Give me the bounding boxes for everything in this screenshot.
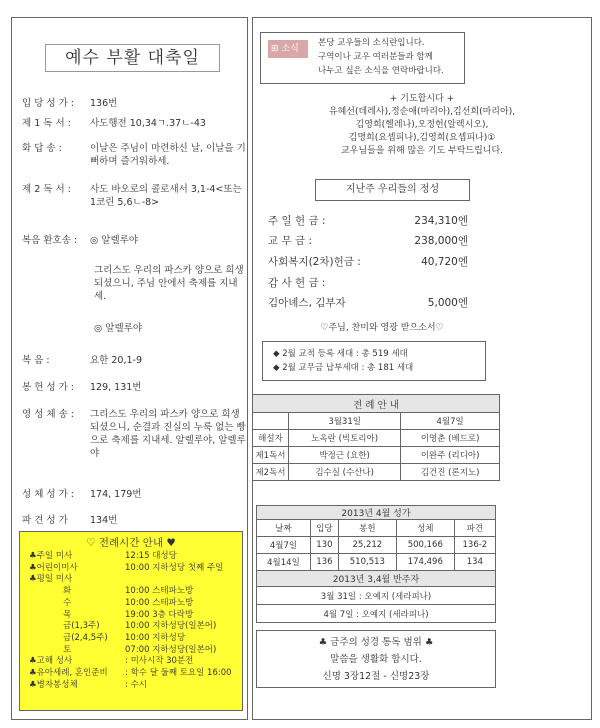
recessional-hymn: 파 견 성 가 134번 (22, 515, 118, 526)
mass-time-row: ♣유아세례, 혼인준비 : 학수 달 둘째 토요일 16:00 (29, 668, 232, 678)
table-row: 4월7일 130 25,212 500,166 136-2 (257, 537, 496, 554)
acclamation-response: ◎ 알렐루야 (94, 323, 143, 334)
liturgy-table: 전 례 안 내 3월31일 4월7일 해설자 노옥란 (빅토리아) 이영춘 (베드로) 제1독서 박정근 (요한) 이완주 (리디아) 제2독서 김수실 (수산나) 김건진 (론지노) (252, 394, 500, 481)
mass-time-row: 금(1,3주) 10:00 지하성당(일본어) (63, 621, 217, 632)
mass-time-row: ♣주일 미사 12:15 대성당 (29, 551, 177, 561)
page-title: 예수 부활 대축일 (45, 44, 220, 72)
finance-row: 사회복지(2차)헌금 : 40,720엔 (268, 256, 468, 268)
bible-reading-box: ♣ 금주의 성경 통독 범위 ♣ 말씀을 생활화 합시다. 신명 3장12절 - 신명23장 (256, 630, 496, 688)
table-row: 해설자 노옥란 (빅토리아) 이영춘 (베드로) (253, 430, 500, 447)
offertory-hymn: 봉 헌 성 가 : 129, 131번 (22, 382, 142, 393)
entrance-hymn: 입 당 성 가 : 136번 (22, 98, 118, 109)
news-icon: ⊞ (271, 44, 279, 54)
finance-heading: 지난주 우리들의 정성 (315, 179, 470, 201)
finance-row: 주 일 헌 금 : 234,310엔 (268, 215, 468, 227)
table-row: 4월14일 136 510,513 174,496 134 (257, 554, 496, 571)
mass-time-row: ♣고해 성사 : 미사시작 30분전 (29, 656, 194, 667)
mass-time-row: ♣병자봉성체 : 수시 (29, 679, 147, 690)
finance-row: 김아녜스, 김부자 5,000엔 (268, 297, 468, 309)
mass-times-heading: ♡ 전례시간 안내 ♥ (86, 537, 176, 549)
acclamation-text: 그리스도 우리의 파스카 양으로 희생되셨으니, 주님 안에서 축제를 지내세. (94, 265, 244, 302)
communion-hymn: 성 체 성 가 : 174, 179번 (22, 489, 142, 500)
finance-row: 교 무 금 : 238,000엔 (268, 235, 468, 247)
second-reading: 제 2 독 서 : 사도 바오로의 콜로새서 3,1-4<또는 1코린 5,6ㄴ-8> (22, 184, 242, 208)
finance-row: 감 사 헌 금 : (268, 277, 326, 289)
mass-time-row: ♣평일 미사 (29, 574, 73, 585)
registry-box: ◆ 2월 교적 등록 세대 : 총 519 세대 ◆ 2월 교무금 납부세대 : 총 181 세대 (262, 341, 486, 381)
responsorial-psalm: 화 답 송 : 이날은 주님이 마련하신 날, 이날을 기뻐하며 즐거워하세. (22, 143, 246, 167)
hymns-table: 2013년 4월 성가 날짜 입당 봉헌 성체 파견 4월7일 130 25,212 500,166 136-2 4월14일 136 510,513 174,496 134 2013년 3,4월 반주자 3월 31일 : 오예지 (세라피나) 4월 7일 : 오예지 (세라피나) (256, 505, 496, 623)
hymns-heading: 2013년 4월 성가 (257, 506, 496, 520)
communion-antiphon: 영 성 체 송 : 그리스도 우리의 파스카 양으로 희생되셨으니, 순결과 진실의 누룩 없는 빵으로 축제를 지내세. 알렐루야, 알렐루야 (22, 409, 246, 459)
table-row: 제2독서 김수실 (수산나) 김건진 (론지노) (253, 464, 500, 481)
news-text: 본당 교우들의 소식란입니다. 구역이나 교우 여러분들과 함께 나누고 싶은 소식을 연락바랍니다. (318, 38, 444, 76)
table-row: 제1독서 박정근 (요한) 이완주 (리디아) (253, 447, 500, 464)
mass-time-row: 토 07:00 지하성당(일본어) (63, 644, 217, 655)
gospel-acclamation: 복음 환호송 : ◎ 알렐루야 (22, 235, 139, 246)
gospel: 복 음 : 요한 20,1-9 (22, 355, 142, 366)
mass-time-row: 수 10:00 스테파노방 (63, 597, 194, 608)
finance-blessing: ♡주님, 찬미와 영광 받으소서♡ (320, 323, 444, 333)
news-badge: ⊞ 소식 (268, 40, 308, 58)
first-reading: 제 1 독 서 : 사도행전 10,34ㄱ.37ㄴ-43 (22, 118, 206, 129)
prayer-section: + 기도합시다 + 유혜선(데레사),정순애(마리아),김선희(마리아), 김영희(헬레나),오정헌(알렉시오), 김명희(요셉피나),김영희(요셉피나)① 교우님들을 위해 많은 기도 부탁드립니다. (328, 94, 516, 156)
liturgy-heading: 전 례 안 내 (253, 395, 500, 413)
mass-time-row: 화 10:00 스테파노방 (63, 586, 194, 597)
mass-time-row: 금(2,4,5주) 10:00 지하성당 (63, 632, 186, 643)
mass-time-row: ♣어린이미사 10:00 지하성당 첫째 주일 (29, 562, 224, 573)
accompanist-heading: 2013년 3,4월 반주자 (257, 571, 496, 587)
mass-time-row: 목 19:00 3층 다락방 (63, 609, 194, 620)
